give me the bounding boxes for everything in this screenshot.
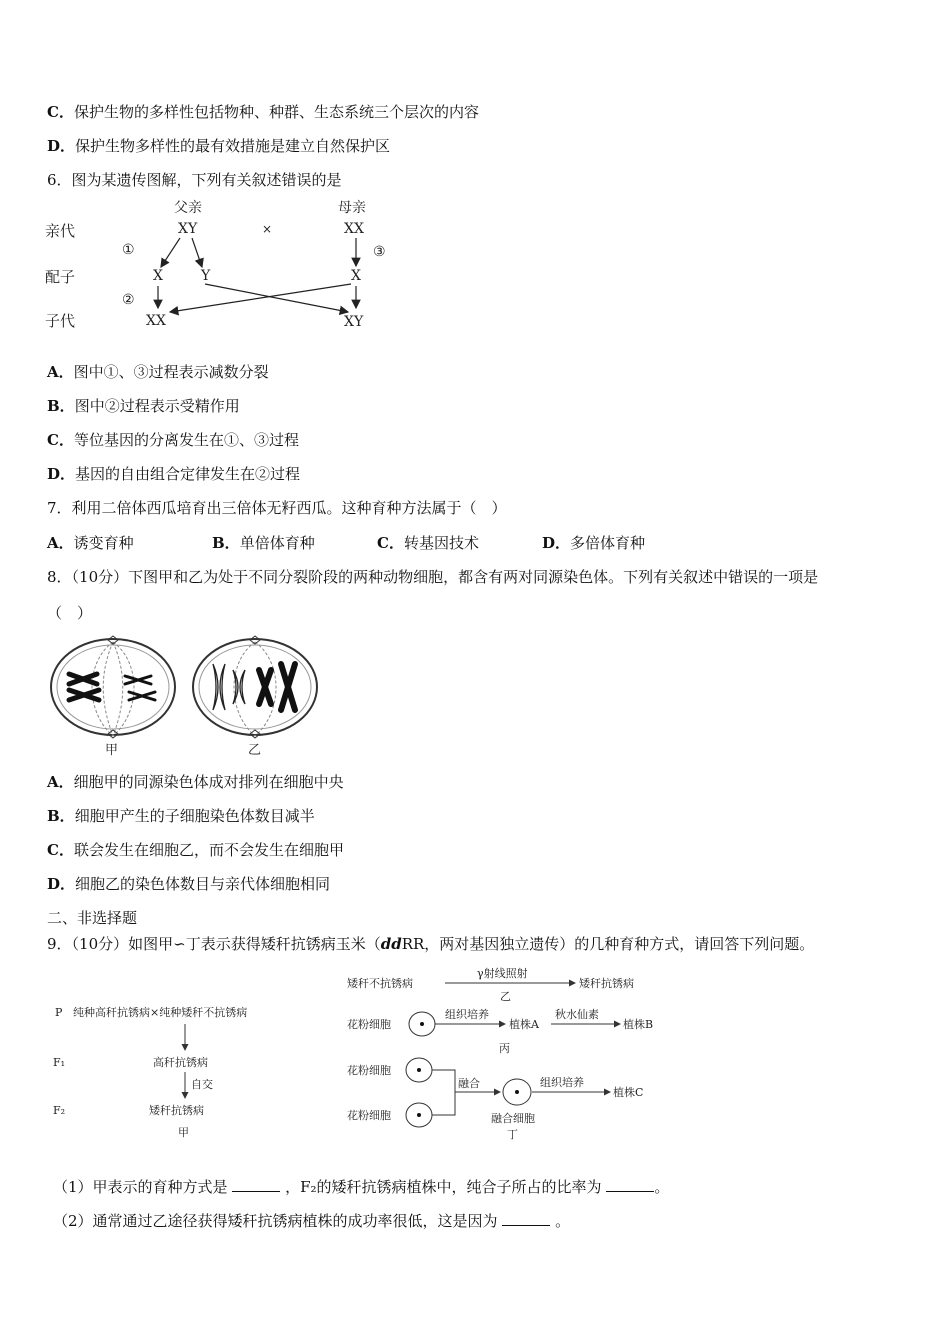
route-yi-label: 乙: [500, 990, 511, 1003]
ding-fuse: 融合: [458, 1077, 480, 1090]
q7-option-d: [542, 533, 645, 553]
answer-blank[interactable]: [232, 1177, 280, 1192]
option-letter: A．: [47, 534, 74, 552]
option-text: 保护生物的多样性包括物种、种群、生态系统三个层次的内容: [73, 103, 479, 121]
option-text: 多倍体育种: [570, 534, 646, 552]
q9-stem-part: 9．（10分）如图甲∽丁表示获得矮秆抗锈病玉米（: [47, 935, 381, 953]
option-text: 等位基因的分离发生在①、③过程: [73, 431, 299, 449]
option-letter: C．: [47, 841, 74, 859]
arrow-father-y: [192, 238, 202, 267]
q7-option-c: [377, 533, 542, 553]
ding-plant-c: 植株C: [613, 1086, 644, 1099]
label-yi: 乙: [248, 743, 262, 758]
q8-paren: （ ）: [47, 604, 93, 622]
p-text: 纯种高秆抗锈病×纯种矮秆不抗锈病: [73, 1006, 248, 1019]
sub-text: ，F₂的矮秆抗锈病植株中，纯合子所占的比率为: [285, 1178, 602, 1196]
option-letter: C．: [47, 103, 74, 121]
offspring-xx: XX: [146, 313, 166, 329]
option-letter: D．: [47, 137, 76, 155]
ding-arrow: 组织培养: [540, 1076, 584, 1089]
yi-from: 矮秆不抗锈病: [347, 977, 413, 990]
q9-sub2: [53, 1211, 570, 1231]
option-text: 图中②过程表示受精作用: [74, 397, 240, 415]
option-letter: B．: [47, 807, 75, 825]
q9-genotype-italic: dd: [380, 935, 402, 953]
q6-stem: 6．图为某遗传图解，下列有关叙述错误的是: [47, 171, 342, 189]
q6-option-c: [47, 430, 299, 450]
option-text: 诱变育种: [73, 534, 134, 552]
cross-symbol: ×: [262, 222, 273, 236]
q8-option-d: [47, 874, 330, 894]
option-text: 转基因技术: [403, 534, 479, 552]
q8-cell-figure: [45, 632, 330, 762]
option-letter: A．: [47, 773, 74, 791]
sub-text: 。: [654, 1178, 670, 1196]
option-letter: C．: [47, 431, 74, 449]
sub-text: （1）甲表示的育种方式是: [53, 1178, 228, 1196]
route-jia-label: 甲: [178, 1126, 189, 1139]
process-1-marker: ①: [122, 242, 135, 258]
option-text: 细胞甲产生的子细胞染色体数目减半: [74, 807, 315, 825]
selfing-label: 自交: [191, 1078, 213, 1091]
offspring-xy: XY: [344, 314, 364, 330]
q7-options: [47, 533, 645, 553]
process-2-marker: ②: [122, 292, 135, 308]
answer-blank[interactable]: [502, 1211, 550, 1226]
label-jia: 甲: [105, 743, 119, 758]
sub-text: （2）通常通过乙途径获得矮秆抗锈病植株的成功率很低，这是因为: [53, 1212, 498, 1230]
q5-option-c: [47, 102, 479, 122]
ding-pollen-1: 花粉细胞: [347, 1064, 391, 1077]
q7-option-b: [212, 533, 377, 553]
f2-label: F₂: [53, 1104, 66, 1117]
q9-stem: [47, 934, 814, 954]
option-text: 细胞甲的同源染色体成对排列在细胞中央: [73, 773, 344, 791]
section-heading: 二、非选择题: [47, 909, 138, 927]
q9-sub1: [53, 1177, 669, 1197]
gamete-x-mother: X: [351, 268, 361, 284]
option-letter: B．: [47, 397, 75, 415]
option-letter: A．: [47, 363, 74, 381]
arrow-father-x: [161, 238, 180, 267]
gamete-y: Y: [201, 268, 211, 284]
p-label: P: [55, 1006, 63, 1019]
answer-blank[interactable]: [606, 1177, 654, 1192]
option-text: 细胞乙的染色体数目与亲代体细胞相同: [75, 875, 331, 893]
mother-label: 母亲: [338, 200, 366, 216]
sub-text: 。: [555, 1212, 571, 1230]
option-letter: B．: [212, 534, 240, 552]
q6-inheritance-diagram: [40, 196, 400, 336]
father-genotype: XY: [178, 221, 198, 237]
yi-to: 矮秆抗锈病: [579, 977, 634, 990]
q7-option-a: [47, 533, 212, 553]
gamete-x-father: X: [153, 268, 163, 284]
parent-label: 亲代: [45, 222, 76, 240]
q8-option-a: [47, 772, 344, 792]
q7-stem: 7．利用二倍体西瓜培育出三倍体无籽西瓜。这种育种方法属于（ ）: [47, 499, 507, 517]
bing-pollen: 花粉细胞: [347, 1018, 391, 1031]
option-text: 图中①、③过程表示减数分裂: [73, 363, 269, 381]
option-text: 单倍体育种: [239, 534, 315, 552]
route-bing-label: 丙: [499, 1042, 510, 1055]
cell-yi: [193, 636, 317, 738]
ding-pollen-2: 花粉细胞: [347, 1109, 391, 1122]
bing-arrow2: 秋水仙素: [555, 1008, 599, 1021]
ding-cell: 融合细胞: [491, 1112, 535, 1125]
father-label: 父亲: [174, 200, 202, 216]
q8-stem: 8．（10分）下图甲和乙为处于不同分裂阶段的两种动物细胞，都含有两对同源染色体。下列有关叙述中错误的一项是: [47, 568, 819, 586]
option-letter: D．: [542, 534, 571, 552]
q8-option-c: [47, 840, 344, 860]
yi-arrow-label: γ射线照射: [477, 967, 528, 980]
q6-option-a: [47, 362, 269, 382]
option-letter: D．: [47, 875, 76, 893]
q6-option-d: [47, 464, 300, 484]
process-3-marker: ③: [373, 244, 386, 260]
f2-text: 矮秆抗锈病: [149, 1104, 204, 1117]
option-text: 保护生物多样性的最有效措施是建立自然保护区: [75, 137, 391, 155]
option-text: 基因的自由组合定律发生在②过程: [75, 465, 301, 483]
q6-option-b: [47, 396, 240, 416]
offspring-label: 子代: [45, 312, 76, 330]
q9-breeding-diagram: [45, 962, 685, 1147]
option-letter: D．: [47, 465, 76, 483]
cell-jia: [51, 636, 175, 738]
q5-option-d: [47, 136, 390, 156]
option-text: 联会发生在细胞乙，而不会发生在细胞甲: [73, 841, 344, 859]
q8-option-b: [47, 806, 315, 826]
bing-plant-a: 植株A: [509, 1018, 539, 1031]
option-letter: C．: [377, 534, 404, 552]
gamete-label: 配子: [45, 268, 76, 286]
bing-plant-b: 植株B: [623, 1018, 654, 1031]
f1-text: 高秆抗锈病: [153, 1056, 208, 1069]
mother-genotype: XX: [344, 221, 364, 237]
route-ding-label: 丁: [507, 1128, 518, 1141]
bing-arrow1: 组织培养: [445, 1008, 489, 1021]
f1-label: F₁: [53, 1056, 66, 1069]
q9-stem-part: RR，两对基因独立遗传）的几种育种方式，请回答下列问题。: [401, 935, 815, 953]
